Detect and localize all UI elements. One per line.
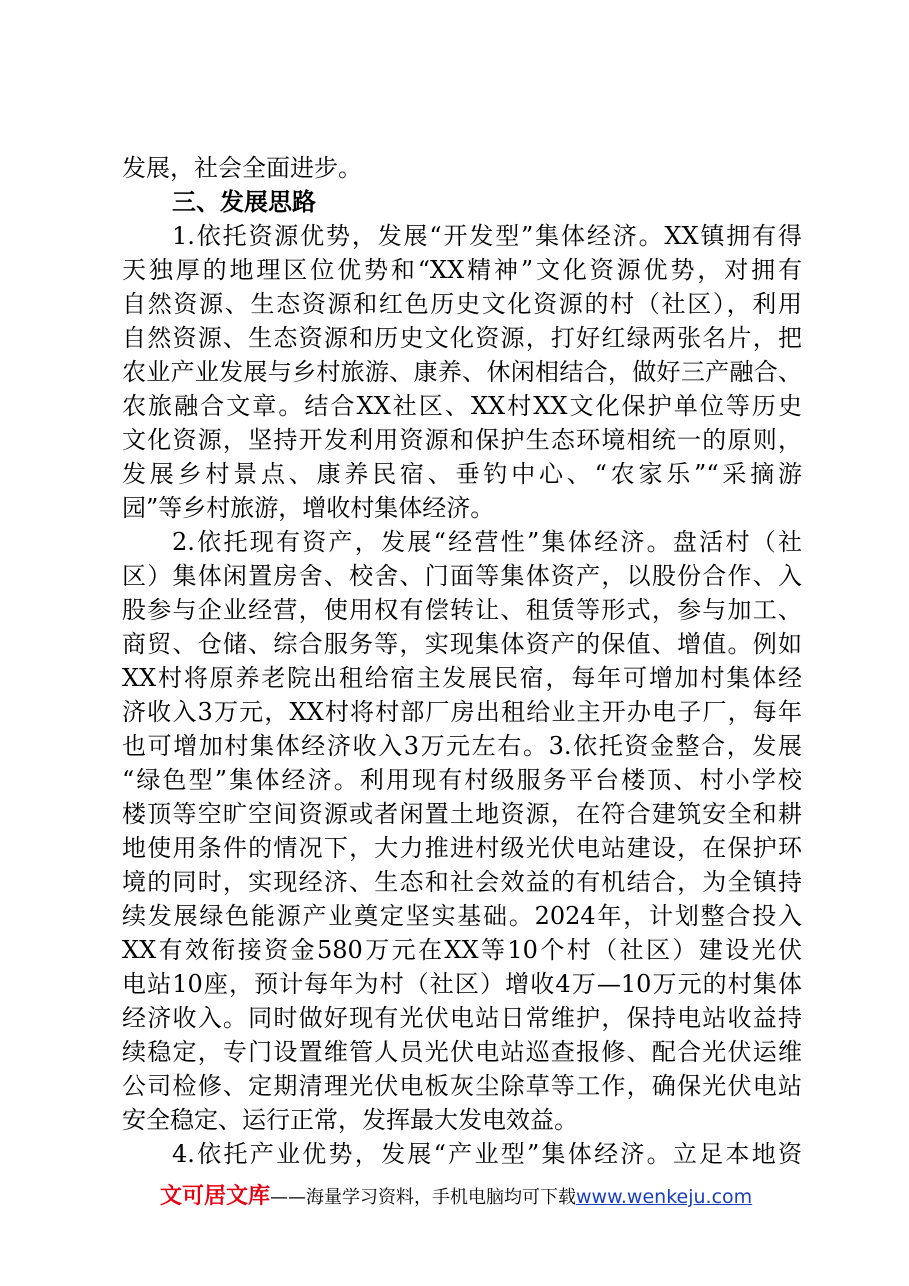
- paragraph-line: 自然资源、生态资源和红色历史文化资源的村（社区），利用: [122, 290, 802, 318]
- paragraph-line: 4.依托产业优势，发展“产业型”集体经济。立足本地资: [172, 1140, 802, 1168]
- paragraph-line: 安全稳定、运行正常，发挥最大发电效益。: [122, 1106, 578, 1134]
- paragraph-line: 农业产业发展与乡村旅游、康养、休闲相结合，做好三产融合、: [122, 358, 802, 386]
- footer-url-link[interactable]: www.wenkeju.com: [576, 1186, 753, 1208]
- section-heading: 三、发展思路: [172, 188, 316, 216]
- paragraph-line: 园”等乡村旅游，增收村集体经济。: [122, 494, 495, 522]
- paragraph-line: “绿色型”集体经济。利用现有村级服务平台楼顶、村小学校: [122, 766, 802, 794]
- paragraph-line: 股参与企业经营，使用权有偿转让、租赁等形式，参与加工、: [122, 596, 802, 624]
- paragraph-line: 区）集体闲置房舍、校舍、门面等集体资产，以股份合作、入: [122, 562, 802, 590]
- paragraph-line: 1.依托资源优势，发展“开发型”集体经济。XX镇拥有得: [172, 222, 802, 250]
- paragraph-line: 经济收入。同时做好现有光伏电站日常维护，保持电站收益持: [122, 1004, 802, 1032]
- paragraph-line: 楼顶等空旷空间资源或者闲置土地资源，在符合建筑安全和耕: [122, 800, 802, 828]
- paragraph-line: 续发展绿色能源产业奠定坚实基础。2024年，计划整合投入: [122, 902, 802, 930]
- paragraph-line: 地使用条件的情况下，大力推进村级光伏电站建设，在保护环: [122, 834, 802, 862]
- footer-brand: 文可居文库: [160, 1184, 271, 1209]
- footer-slogan: ——海量学习资料，手机电脑均可下载: [270, 1187, 577, 1208]
- paragraph-line: 发展，社会全面进步。: [122, 154, 362, 182]
- paragraph-line: 公司检修、定期清理光伏电板灰尘除草等工作，确保光伏电站: [122, 1072, 802, 1100]
- paragraph-line: 商贸、仓储、综合服务等，实现集体资产的保值、增值。例如: [122, 630, 802, 658]
- paragraph-line: 2.依托现有资产，发展“经营性”集体经济。盘活村（社: [172, 528, 802, 556]
- paragraph-line: 天独厚的地理区位优势和“XX精神”文化资源优势，对拥有: [122, 256, 802, 284]
- paragraph-line: 电站10座，预计每年为村（社区）增收4万—10万元的村集体: [122, 970, 802, 998]
- paragraph-line: 续稳定，专门设置维管人员光伏电站巡查报修、配合光伏运维: [122, 1038, 802, 1066]
- paragraph-line: 农旅融合文章。结合XX社区、XX村XX文化保护单位等历史: [122, 392, 802, 420]
- paragraph-line: 自然资源、生态资源和历史文化资源，打好红绿两张名片，把: [122, 324, 802, 352]
- paragraph-line: XX有效衔接资金580万元在XX等10个村（社区）建设光伏: [122, 936, 802, 964]
- footer-banner: [160, 1182, 752, 1212]
- paragraph-line: 境的同时，实现经济、生态和社会效益的有机结合，为全镇持: [122, 868, 802, 896]
- paragraph-line: 发展乡村景点、康养民宿、垂钓中心、“农家乐”“采摘游: [122, 460, 802, 488]
- paragraph-line: XX村将原养老院出租给宿主发展民宿，每年可增加村集体经: [122, 664, 802, 692]
- paragraph-line: 济收入3万元，XX村将村部厂房出租给业主开办电子厂，每年: [122, 698, 802, 726]
- paragraph-line: 也可增加村集体经济收入3万元左右。3.依托资金整合，发展: [122, 732, 802, 760]
- paragraph-line: 文化资源，坚持开发利用资源和保护生态环境相统一的原则，: [122, 426, 802, 454]
